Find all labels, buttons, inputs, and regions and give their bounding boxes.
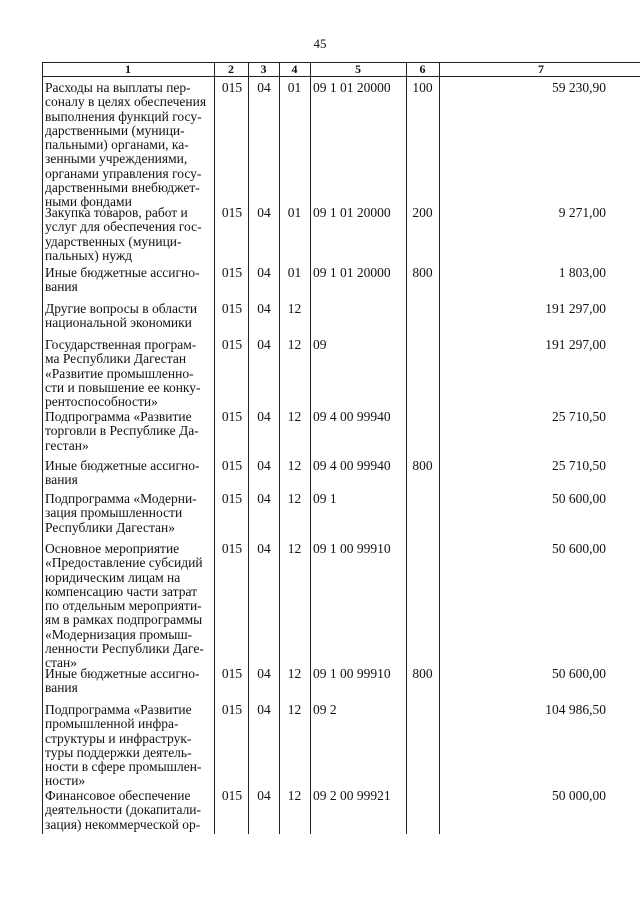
column-divider — [310, 62, 311, 834]
row-section-code: 04 — [257, 491, 271, 506]
row-ministry-code: 015 — [221, 205, 243, 220]
row-ministry-code: 015 — [221, 337, 243, 352]
row-expense-type: 800 — [412, 666, 433, 681]
row-target-article: 09 4 00 99940 — [313, 409, 391, 424]
row-name-line: ности в сфере промышлен- — [45, 759, 202, 775]
row-target-article: 09 2 00 99921 — [313, 788, 391, 803]
row-amount: 1 803,00 — [558, 265, 606, 280]
row-section-code: 04 — [257, 205, 271, 220]
row-name-line: выполнения функций госу- — [45, 108, 202, 124]
row-name — [45, 338, 213, 409]
row-name — [45, 206, 213, 263]
row-amount: 50 600,00 — [552, 491, 606, 506]
row-expense-type: 200 — [412, 205, 433, 220]
row-ministry-code: 015 — [221, 788, 243, 803]
row-name-line: Иные бюджетные ассигно- — [45, 458, 200, 473]
row-subsection-code: 01 — [287, 205, 302, 220]
row-name-line: Иные бюджетные ассигно- — [45, 265, 200, 280]
row-name-line: ударственных (муници- — [45, 233, 182, 249]
row-subsection-code: 12 — [287, 541, 302, 556]
row-subsection-code: 12 — [287, 788, 302, 803]
row-name-line: Государственная програм- — [45, 337, 197, 352]
row-name-line: Другие вопросы в области — [45, 301, 198, 316]
row-name-line: вания — [45, 472, 78, 488]
row-name-line: структуры и инфраструк- — [45, 730, 192, 746]
row-name-line: Финансовое обеспечение — [45, 788, 191, 803]
row-amount: 191 297,00 — [545, 337, 606, 352]
row-name — [45, 410, 213, 453]
row-section-code: 04 — [257, 702, 271, 717]
column-divider — [439, 62, 440, 834]
row-section-code: 04 — [257, 409, 271, 424]
row-section-code: 04 — [257, 337, 271, 352]
row-name-line: «Модернизация промыш- — [45, 626, 193, 642]
row-name-line: вания — [45, 680, 78, 696]
column-divider — [406, 62, 407, 834]
row-target-article: 09 1 01 20000 — [313, 265, 391, 280]
row-ministry-code: 015 — [221, 80, 243, 95]
row-name-line: юридическим лицам на — [45, 569, 181, 585]
column-header-6: 6 — [419, 62, 426, 76]
row-name-line: деятельности (докапитали- — [45, 802, 202, 818]
row-name-line: по отдельным мероприяти- — [45, 598, 202, 614]
row-ministry-code: 015 — [221, 301, 243, 316]
row-name-line: национальной экономики — [45, 315, 192, 331]
row-name-line: зенными учреждениями, — [45, 151, 188, 167]
column-divider — [248, 62, 249, 834]
row-subsection-code: 12 — [287, 458, 302, 473]
row-name-line: пальных) нужд — [45, 247, 133, 263]
row-name — [45, 81, 213, 210]
row-name-line: Республики Дагестан» — [45, 519, 176, 535]
row-section-code: 04 — [257, 666, 271, 681]
row-subsection-code: 12 — [287, 702, 302, 717]
row-target-article: 09 2 — [313, 702, 337, 717]
column-divider — [42, 62, 43, 834]
row-amount: 25 710,50 — [552, 458, 606, 473]
row-ministry-code: 015 — [221, 458, 243, 473]
row-target-article: 09 1 — [313, 491, 337, 506]
row-name-line: гестан» — [45, 437, 89, 453]
row-expense-type: 800 — [412, 458, 433, 473]
row-section-code: 04 — [257, 541, 271, 556]
row-ministry-code: 015 — [221, 541, 243, 556]
row-name-line: услуг для обеспечения гос- — [45, 219, 202, 235]
page-number: 45 — [313, 36, 327, 51]
row-ministry-code: 015 — [221, 666, 243, 681]
row-subsection-code: 01 — [287, 80, 302, 95]
row-name-line: Подпрограмма «Развитие — [45, 409, 192, 424]
row-name — [45, 266, 213, 295]
row-expense-type: 100 — [412, 80, 433, 95]
row-name-line: ными фондами — [45, 194, 132, 210]
row-name — [45, 667, 213, 696]
row-name-line: ности» — [45, 773, 86, 789]
row-name-line: Иные бюджетные ассигно- — [45, 666, 200, 681]
row-section-code: 04 — [257, 788, 271, 803]
row-name — [45, 542, 213, 671]
row-name-line: рентоспособности» — [45, 394, 158, 410]
row-name-line: промышленной инфра- — [45, 716, 179, 732]
row-name-line: сти и повышение ее конку- — [45, 379, 201, 395]
row-name-line: туры поддержки деятель- — [45, 744, 192, 760]
row-name-line: ленности Республики Даге- — [45, 641, 204, 657]
row-amount: 50 600,00 — [552, 666, 606, 681]
row-subsection-code: 01 — [287, 265, 302, 280]
row-name-line: стан» — [45, 655, 78, 671]
row-name-line: Расходы на выплаты пер- — [45, 80, 191, 95]
row-name-line: дарственными внебюджет- — [45, 180, 200, 196]
row-target-article: 09 1 00 99910 — [313, 666, 391, 681]
row-name — [45, 789, 213, 832]
column-divider — [214, 62, 215, 834]
row-name — [45, 703, 213, 789]
row-subsection-code: 12 — [287, 337, 302, 352]
row-subsection-code: 12 — [287, 491, 302, 506]
row-ministry-code: 015 — [221, 702, 243, 717]
row-amount: 50 600,00 — [552, 541, 606, 556]
row-section-code: 04 — [257, 458, 271, 473]
row-ministry-code: 015 — [221, 265, 243, 280]
column-header-7: 7 — [538, 62, 544, 76]
row-target-article: 09 1 01 20000 — [313, 80, 391, 95]
row-name-line: торговли в Республике Да- — [45, 423, 199, 439]
row-name-line: вания — [45, 279, 78, 295]
row-amount: 104 986,50 — [545, 702, 606, 717]
column-header-4: 4 — [291, 62, 298, 76]
row-name-line: соналу в целях обеспечения — [45, 94, 207, 110]
row-name-line: органами управления госу- — [45, 165, 202, 181]
column-header-1: 1 — [125, 62, 131, 76]
header-bottom-border — [42, 76, 640, 77]
row-amount: 25 710,50 — [552, 409, 606, 424]
row-target-article: 09 1 00 99910 — [313, 541, 391, 556]
row-target-article: 09 4 00 99940 — [313, 458, 391, 473]
column-header-3: 3 — [260, 62, 267, 76]
row-expense-type: 800 — [412, 265, 433, 280]
row-amount: 59 230,90 — [552, 80, 606, 95]
row-name-line: Основное мероприятие — [45, 541, 180, 556]
column-divider — [279, 62, 280, 834]
row-name-line: Подпрограмма «Развитие — [45, 702, 192, 717]
row-name-line: зация) некоммерческой ор- — [45, 816, 201, 832]
row-name-line: дарственными (муници- — [45, 122, 185, 138]
row-name — [45, 302, 213, 331]
row-name-line: «Развитие промышленно- — [45, 365, 194, 381]
row-name — [45, 492, 213, 535]
row-name-line: компенсацию части затрат — [45, 583, 198, 599]
row-section-code: 04 — [257, 301, 271, 316]
row-amount: 9 271,00 — [558, 205, 606, 220]
row-name-line: пальными) органами, ка- — [45, 137, 189, 153]
row-section-code: 04 — [257, 265, 271, 280]
column-header-5: 5 — [355, 62, 361, 76]
row-ministry-code: 015 — [221, 409, 243, 424]
column-header-2: 2 — [228, 62, 234, 76]
row-name-line: зация промышленности — [45, 505, 183, 521]
row-name-line: Подпрограмма «Модерни- — [45, 491, 197, 506]
row-subsection-code: 12 — [287, 409, 302, 424]
row-name-line: ма Республики Дагестан — [45, 351, 187, 367]
row-name-line: Закупка товаров, работ и — [45, 205, 188, 220]
row-target-article: 09 — [313, 337, 327, 352]
row-target-article: 09 1 01 20000 — [313, 205, 391, 220]
row-subsection-code: 12 — [287, 666, 302, 681]
row-name-line: ям в рамках подпрограммы — [45, 612, 203, 628]
row-name — [45, 459, 213, 488]
row-amount: 191 297,00 — [545, 301, 606, 316]
row-ministry-code: 015 — [221, 491, 243, 506]
row-amount: 50 000,00 — [552, 788, 606, 803]
row-name-line: «Предоставление субсидий — [45, 555, 203, 571]
row-subsection-code: 12 — [287, 301, 302, 316]
row-section-code: 04 — [257, 80, 271, 95]
